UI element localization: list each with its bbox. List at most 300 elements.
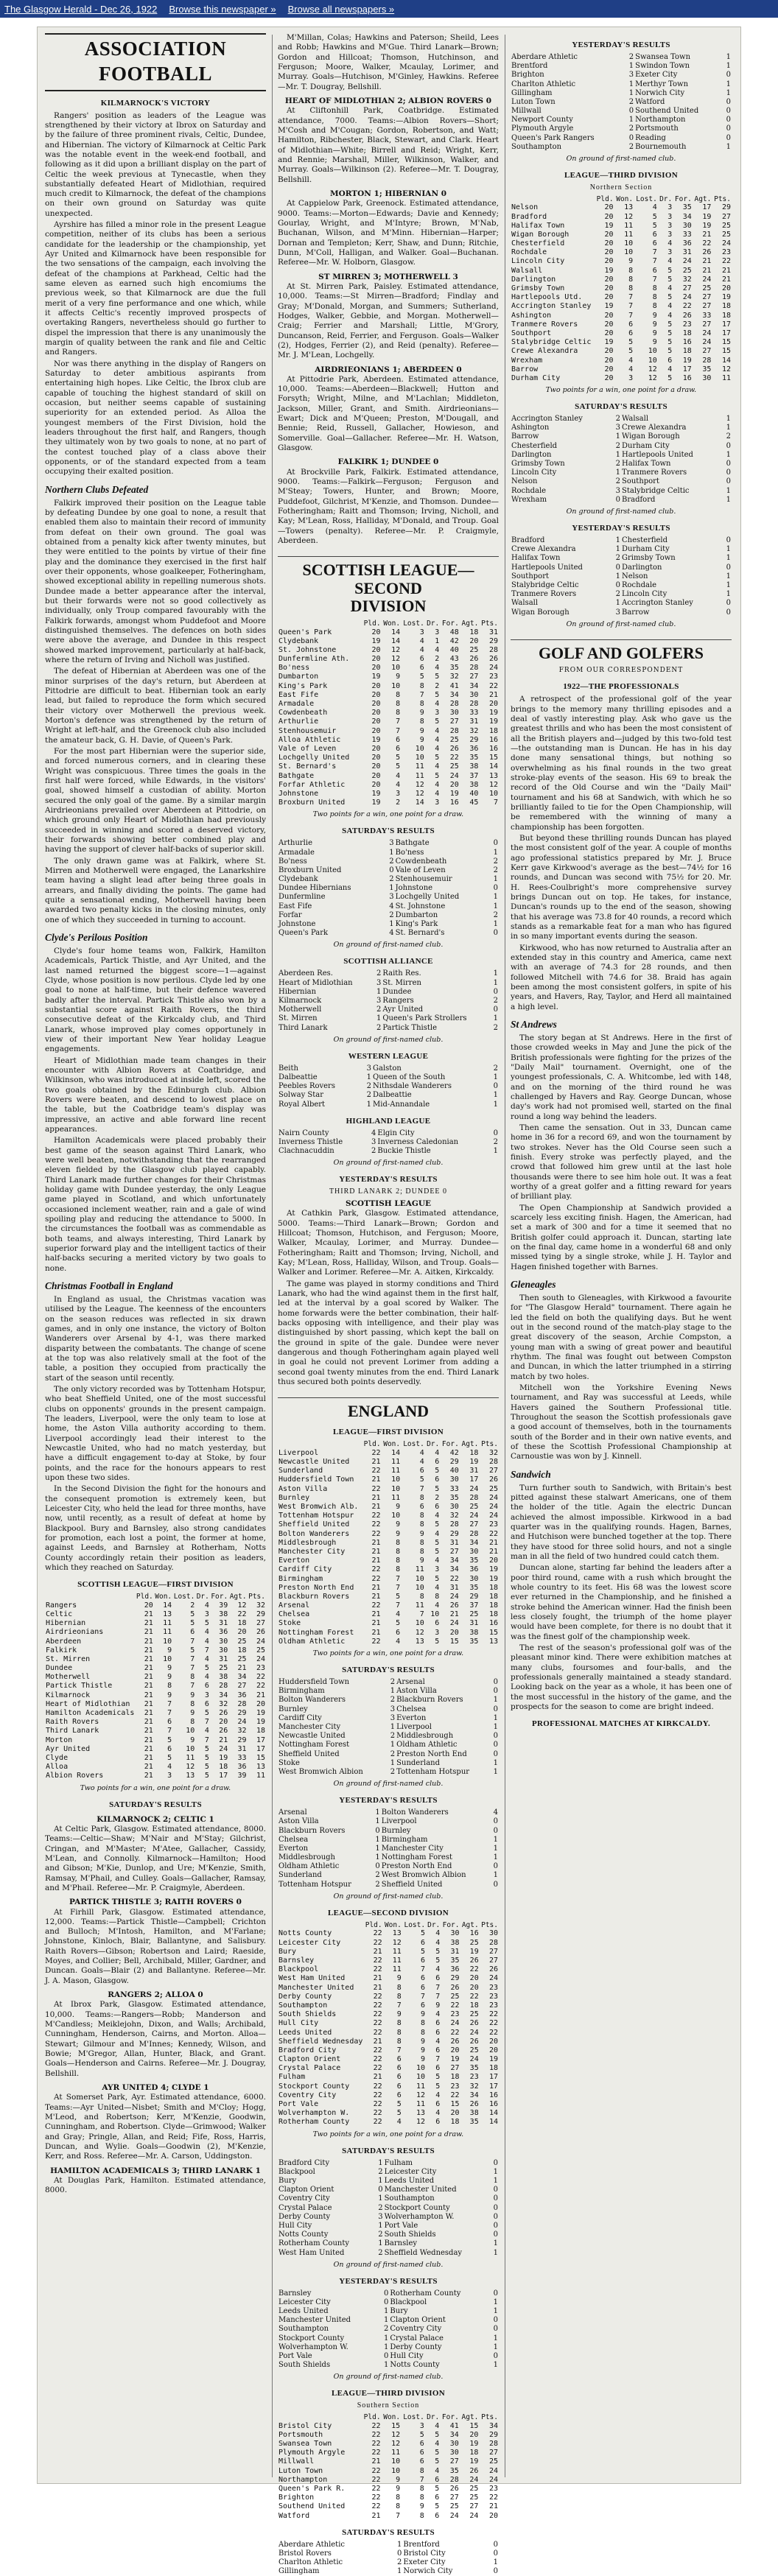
table-row [278, 2010, 499, 2019]
away-score: 1 [726, 88, 731, 97]
stat-cell: 35 [469, 1637, 479, 1646]
stat-cell: 22 [371, 1601, 381, 1610]
column-header: Dr. [427, 1920, 441, 1929]
away-score: 0 [726, 563, 731, 572]
stat-cell: 20 [604, 293, 614, 302]
stat-cell: 19 [469, 2457, 479, 2466]
away-team: Preston North End [381, 1862, 452, 1871]
stat-cell: 22 [373, 2118, 382, 2127]
team-name: Morton [46, 1736, 73, 1744]
home-score: 4 [389, 929, 394, 938]
stat-cell: 29 [469, 735, 479, 744]
stat-cell: 22 [702, 239, 712, 248]
browse-all-newspapers-link[interactable]: Browse all newspapers » [287, 3, 395, 15]
stat-cell: 25 [488, 2457, 498, 2466]
stat-cell: 27 [449, 1547, 459, 1556]
home-score: 1 [375, 1835, 380, 1844]
stat-cell: 14 [488, 762, 498, 771]
stat-cell: 29 [256, 1610, 265, 1618]
stat-cell: 20 [488, 1557, 498, 1565]
home-team: Southport [511, 572, 549, 580]
home-team: Accrington Stanley [511, 415, 583, 424]
home-score: 2 [378, 2231, 383, 2239]
article-paragraph: At Cathkin Park, Glasgow. Estimated attendance, 5000. Teams:—Third Lanark—Brown; Gordon and Hillcoat; Thomson, Hutchison, and Ferguson; Moore, Walker, Mcaulay, Lorimer, and Murray. Dundee—Fotheringham; Raitt and Thomson; Irving, Nicholl, and Kay; M'Lean, Ross, Halliday, Wilson, and Troup. Goals—Walker and Lorimer. Referee—Mr. A. Aitken, Kirkcaldy. [278, 1209, 499, 1277]
stat-cell: 4 [435, 2037, 441, 2046]
stat-cell: 20 [450, 2046, 460, 2054]
stat-cell: 18 [721, 311, 731, 320]
stat-cell: 21 [371, 1475, 381, 1484]
column-header: For. [211, 1593, 228, 1601]
stat-cell: 23 [450, 2082, 460, 2091]
table-row [511, 257, 732, 266]
result-row [511, 71, 732, 80]
stat-cell: 6 [419, 2440, 424, 2449]
home-score: 2 [389, 857, 394, 866]
away-score: 0 [493, 987, 498, 996]
team-name: Celtic [46, 1610, 73, 1618]
stat-cell: 24 [449, 771, 459, 780]
home-score: 1 [628, 62, 634, 71]
league-table-header-row [278, 1440, 499, 1449]
browse-newspaper-link[interactable]: Browse this newspaper » [169, 3, 276, 15]
column-header: Agt. [461, 1920, 479, 1929]
stat-cell: 8 [396, 2028, 402, 2037]
stat-cell: 20 [449, 780, 459, 789]
stat-cell: 32 [237, 1727, 247, 1736]
stat-cell: 7 [396, 1601, 401, 1610]
table-row [278, 2064, 499, 2073]
home-score: 1 [384, 2316, 389, 2325]
away-score: 2 [493, 996, 498, 1005]
table-row [511, 203, 732, 212]
away-score: 1 [726, 62, 731, 71]
stat-cell: 10 [415, 1574, 424, 1583]
stat-cell: 24 [488, 2475, 498, 2484]
table-row [45, 1655, 266, 1664]
stat-cell: 11 [416, 2082, 426, 2091]
table-row [278, 727, 499, 736]
away-team: Northampton [635, 116, 686, 124]
league-table-header-row [278, 2413, 499, 2422]
team-name: Halifax Town [511, 221, 565, 230]
table-row [278, 691, 499, 700]
stat-cell: 9 [419, 709, 424, 717]
team-name: Hamilton Academicals [46, 1709, 135, 1718]
away-team: Swindon Town [635, 62, 690, 71]
stat-cell: 20 [371, 709, 381, 717]
match-report-heading: RANGERS 2; ALLOA 0 [108, 1990, 203, 2000]
table-row [511, 213, 732, 222]
stat-cell: 8 [396, 1557, 401, 1565]
stat-cell: 27 [702, 320, 712, 329]
table-row [278, 1629, 499, 1638]
home-team: Solway Star [278, 1091, 324, 1100]
stat-cell: 17 [256, 1736, 265, 1744]
stat-cell: 19 [371, 636, 381, 645]
stat-cell: 21 [144, 1673, 153, 1682]
team-name: East Fife [278, 690, 319, 699]
stat-cell: 32 [256, 1601, 265, 1610]
result-row [278, 884, 499, 893]
home-team: Sheffield United [278, 1749, 340, 1758]
away-score: 1 [493, 2307, 498, 2316]
stat-cell: 14 [488, 2109, 498, 2118]
away-score: 1 [493, 2334, 498, 2342]
stat-cell: 4 [396, 780, 401, 789]
stat-cell: 5 [396, 1619, 401, 1628]
stat-cell: 28 [449, 1520, 459, 1529]
stat-cell: 26 [488, 1475, 498, 1484]
stat-cell: 9 [421, 2055, 426, 2064]
stat-cell: 23 [469, 2073, 479, 2082]
stat-cell: 22 [373, 1965, 382, 1974]
stat-cell: 4 [435, 645, 440, 654]
table-row [278, 700, 499, 709]
stat-cell: 11 [391, 1493, 401, 1502]
table-row [278, 1520, 499, 1529]
result-row [278, 1862, 499, 1871]
table-row [278, 772, 499, 781]
league-table-header-row [511, 195, 732, 204]
table-row [278, 673, 499, 681]
stat-cell: 11 [163, 1619, 172, 1628]
stat-cell: 7 [190, 1654, 195, 1663]
stat-cell: 20 [371, 780, 381, 789]
stat-cell: 12 [624, 212, 634, 221]
home-team: Southampton [278, 2325, 329, 2334]
result-row [278, 1696, 499, 1705]
stat-cell: 28 [449, 726, 459, 735]
team-name: Ashington [511, 311, 552, 320]
stat-cell: 8 [396, 1547, 401, 1556]
home-team: Huddersfield Town [278, 1678, 350, 1687]
home-team: Heart of Midlothian [278, 978, 353, 987]
stat-cell: 4 [204, 1727, 209, 1736]
results-note: On ground of first-named club. [333, 941, 444, 950]
stat-cell: 5 [435, 2449, 440, 2457]
away-score: 1 [726, 80, 731, 88]
stat-cell: 4 [435, 700, 440, 709]
stat-cell: 5 [396, 754, 401, 762]
table-row [511, 284, 732, 293]
stat-cell: 7 [628, 302, 634, 311]
stat-cell: 21 [144, 1619, 153, 1628]
away-score: 1 [493, 978, 498, 987]
table-row [511, 312, 732, 320]
home-score: 0 [378, 2186, 383, 2194]
home-score: 2 [390, 1696, 396, 1705]
table-row [278, 655, 499, 664]
stat-cell: 23 [488, 1983, 498, 1992]
column-header: Pld. [363, 1440, 381, 1449]
match-report [278, 273, 499, 361]
result-row [278, 1759, 499, 1768]
home-score: 1 [389, 920, 394, 929]
stat-cell: 22 [682, 302, 692, 311]
stat-cell: 5 [435, 2502, 440, 2511]
away-team: Durham City [621, 545, 670, 554]
stat-cell: 17 [721, 329, 731, 337]
home-score: 2 [378, 2248, 383, 2257]
stat-cell: 9 [421, 2037, 426, 2046]
away-score: 1 [493, 2558, 498, 2567]
result-row [278, 969, 499, 978]
stat-cell: 19 [702, 212, 712, 221]
match-report [45, 2166, 266, 2196]
stat-cell: 9 [396, 673, 401, 681]
stat-cell: 22 [488, 681, 498, 690]
table-row [278, 2431, 499, 2440]
stat-cell: 7 [435, 1983, 441, 1992]
stat-cell: 8 [396, 709, 401, 717]
home-team: Chelsea [278, 1835, 309, 1844]
home-team: Dalbeattie [278, 1073, 318, 1081]
stat-cell: 13 [256, 1763, 265, 1772]
stat-cell: 22 [256, 1682, 265, 1691]
stat-cell: 21 [144, 1637, 153, 1646]
home-team: Royal Albert [278, 1100, 326, 1109]
stat-cell: 32 [219, 1699, 228, 1708]
stat-cell: 30 [219, 1637, 228, 1646]
away-score: 1 [493, 2177, 498, 2185]
away-team: Leicester City [384, 2167, 437, 2176]
stat-cell: 9 [190, 1709, 195, 1718]
stat-cell: 8 [190, 1699, 195, 1708]
home-team: Arthurlie [278, 839, 312, 848]
table-row [511, 239, 732, 248]
home-team: Wolverhampton W. [278, 2342, 348, 2351]
stat-cell: 5 [419, 2430, 424, 2439]
stat-cell: 31 [449, 1583, 459, 1592]
home-team: Stockport County [278, 2334, 345, 2342]
result-row [278, 2213, 499, 2222]
away-score: 1 [726, 572, 731, 580]
away-score: 2 [493, 857, 498, 866]
stat-cell: 22 [373, 1938, 382, 1947]
stat-cell: 26 [219, 1727, 228, 1736]
stat-cell: 19 [256, 1718, 265, 1727]
stat-cell: 14 [163, 1601, 172, 1610]
stat-cell: 20 [488, 2511, 498, 2520]
stat-cell: 6 [628, 320, 634, 329]
stat-cell: 9 [190, 1736, 195, 1744]
stat-cell: 12 [648, 365, 657, 373]
home-team: Tranmere Rovers [511, 590, 577, 599]
stat-cell: 9 [652, 338, 657, 347]
stat-cell: 22 [371, 2421, 381, 2430]
stat-cell: 12 [391, 645, 401, 654]
away-team: Crystal Palace [390, 2334, 444, 2342]
team-name: Middlesbrough [278, 1538, 337, 1547]
table-note: Two points for a win, one point for a draw. [80, 1783, 231, 1792]
stat-cell: 28 [702, 356, 712, 365]
team-name: Clydebank [278, 636, 319, 645]
away-team: Leeds United [384, 2177, 435, 2185]
match-report-text: At Ibrox Park, Glasgow. Estimated attendance, 10,000. Teams:—Rangers—Robb; Manderson and M'Candless; Meiklejohn, Dixon, and Walls; Archibald, Cunningham, Henderson, Cairns, and Morton. Alloa—Stewart; Gilmour and M'Innes; Kennedy, Wilson, and Bowie; M'Gregor, Allan, Hunter, Black, and Grant. Goals—Henderson and Cairns. Referee—Mr. J. Dougray, Bellshill. [45, 2000, 266, 2078]
away-team: Portsmouth [635, 124, 679, 133]
result-row [278, 929, 499, 938]
stat-cell: 19 [682, 356, 692, 365]
result-row [278, 1768, 499, 1777]
stat-cell: 11 [624, 221, 634, 230]
home-score: 3 [615, 486, 620, 495]
stat-cell: 6 [435, 2118, 441, 2127]
home-team: Brentford [511, 62, 548, 71]
stat-cell: 8 [419, 2485, 424, 2493]
result-row [278, 839, 499, 848]
table-row [45, 1700, 266, 1709]
result-row [278, 2298, 499, 2307]
results-table [278, 2159, 499, 2258]
away-team: Halifax Town [621, 460, 671, 468]
stat-cell: 4 [628, 365, 634, 373]
stat-cell: 26 [469, 1956, 479, 1965]
stat-cell: 8 [419, 2493, 424, 2502]
stat-cell: 30 [469, 1547, 479, 1556]
stat-cell: 6 [435, 2100, 441, 2109]
stat-cell: 38 [450, 1938, 460, 1947]
home-team: Bury [278, 2177, 297, 2185]
table-row [278, 717, 499, 726]
newspaper-page[interactable] [37, 27, 741, 2576]
table-row [511, 320, 732, 329]
away-team: Wolverhampton W. [384, 2212, 455, 2221]
table-row [278, 2118, 499, 2127]
stat-cell: 11 [391, 1467, 401, 1475]
stat-cell: 5 [204, 1709, 209, 1718]
source-link[interactable]: The Glasgow Herald - Dec 26, 1922 [4, 3, 158, 15]
stat-cell: 6 [435, 2019, 441, 2028]
away-team: Bathgate [395, 839, 430, 848]
stat-cell: 12 [237, 1601, 247, 1610]
table-row [45, 1673, 266, 1682]
stat-cell: 21 [237, 1664, 247, 1673]
stat-cell: 5 [167, 1753, 172, 1762]
home-team: Bradford City [278, 2158, 330, 2167]
stat-cell: 7 [435, 2055, 441, 2064]
stat-cell: 20 [256, 1699, 265, 1708]
away-team: Raith Res. [382, 969, 421, 978]
away-score: 1 [726, 415, 731, 424]
stat-cell: 29 [237, 1736, 247, 1744]
article-paragraph: Then came the sensation. Out in 33, Duncan came home in 36 for a record 69, and won the tournament by two strokes. Never has the Old Course seen such a finish. Every stroke was perfectly played, and the crowd that followed him grew until at the last hole thousands were there to see him hole out. It was a feat worthy of a great golfer and a fitting reward for years of brilliant play. [511, 1123, 732, 1201]
stat-cell: 30 [702, 373, 712, 382]
stat-cell: 22 [371, 1520, 381, 1529]
table-row [511, 365, 732, 374]
away-score: 1 [493, 1835, 498, 1844]
league-heading-line: DIVISION [350, 596, 427, 615]
stat-cell: 29 [488, 2430, 498, 2439]
stat-cell: 10 [415, 1583, 424, 1592]
home-team: Manchester United [278, 2316, 351, 2325]
away-team: Port Vale [384, 2221, 418, 2230]
table-row [45, 1682, 266, 1691]
home-team: Cardiff City [278, 1713, 322, 1722]
away-team: Barrow [621, 608, 650, 617]
stat-cell: 16 [488, 735, 498, 744]
results-heading: SATURDAY'S RESULTS [342, 1666, 435, 1675]
stat-cell: 5 [435, 2082, 441, 2091]
stat-cell: 37 [469, 1601, 479, 1610]
stat-cell: 8 [396, 1992, 402, 2001]
home-score: 1 [375, 1817, 380, 1826]
column-header: Agt. [694, 194, 712, 203]
team-name: Walsall [511, 266, 543, 275]
home-score: 2 [390, 1678, 396, 1687]
stat-cell: 30 [469, 1574, 479, 1583]
home-score: 3 [615, 424, 620, 432]
table-row [278, 1974, 499, 1983]
results-heading: SATURDAY'S RESULTS [342, 827, 435, 836]
stat-cell: 6 [435, 2511, 440, 2520]
result-row [278, 1014, 499, 1023]
home-score: 2 [376, 1023, 382, 1032]
away-team: Norwich City [403, 2567, 453, 2576]
stat-cell: 8 [396, 2037, 402, 2046]
result-row [511, 124, 732, 133]
away-score: 1 [493, 1758, 498, 1767]
stat-cell: 25 [256, 1646, 265, 1654]
result-row [511, 442, 732, 451]
result-row [511, 89, 732, 98]
result-row [278, 902, 499, 911]
home-team: Leeds United [278, 2307, 329, 2316]
stat-cell: 19 [371, 673, 381, 681]
home-team: Oldham Athletic [278, 1862, 340, 1871]
table-row [278, 2457, 499, 2466]
stat-cell: 38 [219, 1610, 228, 1618]
team-name: Bradford [511, 212, 547, 221]
away-team: Bristol City [403, 2549, 446, 2558]
away-team: Watford [635, 97, 665, 106]
stat-cell: 21 [488, 1547, 498, 1556]
team-name: Stoke [278, 1619, 301, 1628]
home-team: Birmingham [278, 1687, 325, 1696]
league-table [45, 1593, 266, 1780]
result-row [278, 849, 499, 857]
stat-cell: 36 [219, 1628, 228, 1637]
table-row [278, 2029, 499, 2038]
stat-cell: 22 [256, 1673, 265, 1682]
stat-cell: 23 [721, 248, 731, 257]
home-score: 2 [390, 1749, 396, 1758]
stat-cell: 14 [488, 2118, 498, 2127]
result-row [511, 107, 732, 116]
league-table-title: LEAGUE—THIRD DIVISION [332, 2389, 445, 2398]
stat-cell: 8 [652, 284, 657, 293]
stat-cell: 41 [449, 681, 459, 690]
results-heading: YESTERDAY'S RESULTS [339, 1175, 438, 1185]
away-team: Partick Thistle [382, 1023, 438, 1032]
stat-cell: 41 [449, 2421, 459, 2430]
stat-cell: 21 [371, 1592, 381, 1601]
stat-cell: 5 [204, 1664, 209, 1673]
away-team: Bradford [621, 495, 656, 504]
stat-cell: 29 [237, 1709, 247, 1718]
stat-cell: 34 [449, 1565, 459, 1574]
stat-cell: 21 [371, 1557, 381, 1565]
column-header: Pld. [365, 1920, 382, 1929]
stat-cell: 7 [419, 690, 424, 699]
article-paragraph: For the most part Hibernian were the superior side, and forced numerous corners, and in clearing these Wright was conspicuous. Three times the goals in the first half were forced, while Edwards, in the visitors' goal, showed himself a custodian of ability. Morton secured the only goal of the game. By a similar margin Airdrieonians prevailed over Aberdeen at Pittodrie, on which ground only Heart of Midlothian had previously succeeded in winning and scored a deserved victory, their forwards showing better combined play and having the support of clever half-backs of superior skill. [45, 747, 266, 854]
stat-cell: 22 [371, 1448, 381, 1457]
column-header: Pts. [714, 194, 731, 203]
stat-cell: 21 [144, 1727, 153, 1736]
away-team: Dumbarton [395, 910, 438, 919]
table-row [511, 302, 732, 311]
table-row [278, 2073, 499, 2082]
column-header [278, 2413, 362, 2422]
